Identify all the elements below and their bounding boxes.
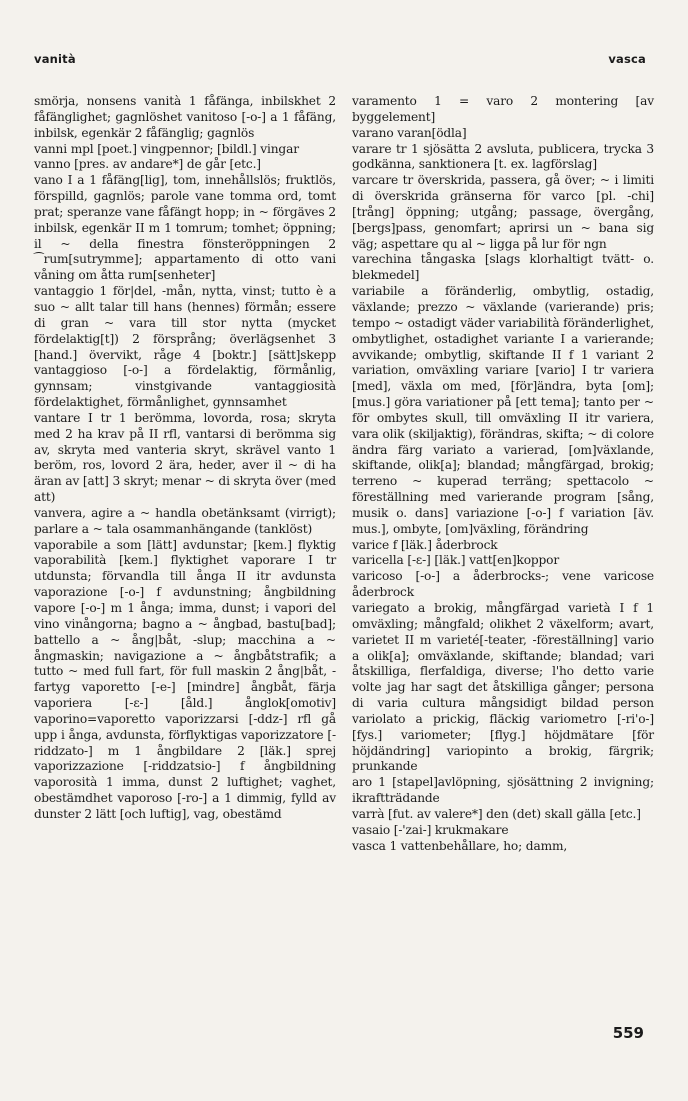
dictionary-entry: vantare I tr 1 berömma, lovorda, rosa; skryta med 2 ha krav på II rfl, vantarsi di berömma sig av, skryta med vanteria skryt, skrävel vanto 1 beröm, ros, lovord 2 ära, heder, aver il ~ di ha äran av [att] 3 skryt; menar ~ di skryta över (med att) (34, 410, 337, 505)
dictionary-entry: vanni mpl [poet.] vingpennor; [bildl.] vingar (34, 141, 299, 156)
dictionary-entry: vasca 1 vattenbehållare, ho; damm, (352, 838, 568, 853)
dictionary-entry: vano I a 1 fåfäng[lig], tom, innehållslös; fruktlös, förspilld, gagnlös; parole vane tomma ord, tomt prat; speranze vane fåfängt hopp; in ~ förgäves 2 inbilsk, egenkär II m 1 tomrum; tomhet; öppning; il ~ della finestra fönsteröppningen 2 ⁀rum[sutrymme]; appartamento di otto vani våning om åtta rum[senheter] (34, 173, 336, 283)
dictionary-entry: varamento 1 = varo 2 montering [av byggelement] (352, 94, 654, 124)
dictionary-entry: vanvera, agire a ~ handla obetänksamt (virrigt); parlare a ~ tala osammanhängande (tanklöst) (34, 505, 336, 536)
dictionary-entry: vanno [pres. av andare*] de går [etc.] (34, 157, 261, 172)
dictionary-entry: varano varan[ödla] (352, 125, 467, 140)
dictionary-entry: variabile a föränderlig, ombytlig, ostadig, växlande; prezzo ~ växlande (varierande) pris; tempo ~ ostadigt väder variabilità föränderlighet, ombytlighet, ostadighet variante I a varierande; avvikande; ombytlig, skiftande II f 1 variant 2 variation, omväxling variare [vario] I tr variera [med], växla om med, [för]ändra, byta [om]; [mus.] göra variationer på [ett tema]; tanto per ~ för ombytes skull, till omväxling II itr variera, vara olik (skiljaktig), förändras, skifta; ~ di colore ändra färg variato a varierad, [om]växlande, skiftande, olik[a]; blandad; mångfärgad, brokig; terreno ~ kuperad terräng; spettacolo ~ föreställning med varierande program [sång, musik o. dans] variazione [-o-] f variation [äv. mus.], ombyte, [om]växling, förändring (352, 284, 654, 536)
right-column (352, 94, 654, 855)
dictionary-entry: vantaggio 1 för|del, -mån, nytta, vinst; tutto è a suo ~ allt talar till hans (hennes) förmån; essere di gran ~ vara till stor nytta (mycket fördelaktig[t]) 2 försprång; överlägsenhet 3 [hand.] övervikt, råge 4 [boktr.] [sätt]skepp vantaggioso [-o-] a fördelaktig, förmånlig, gynnsam; vinstgivande vantaggiosità fördelaktighet, förmånlighet, gynnsamhet (34, 284, 336, 410)
dictionary-entry: varice f [läk.] åderbrock (352, 537, 498, 552)
left-column (34, 94, 336, 823)
dictionary-entry: variegato a brokig, mångfärgad varietà I f 1 omväxling; mångfald; olikhet 2 växelform; avart, varietet II m varieté[-teater, -föreställning] vario a olik[a]; omväxlande, skiftande; blandad; vari åtskilliga, flerfaldiga, diverse; l'ho detto varie volte jag har sagt det åtskilliga gånger; persona di varia cultura mångsidigt bildad person variolato a prickig, fläckig variometro [-ri'o-] [fys.] variometer; [flyg.] höjdmätare [för höjdändring] variopinto a brokig, färgrik; prunkande (352, 601, 654, 774)
dictionary-entry: varcare tr överskrida, passera, gå över; ~ i limiti di överskrida gränserna för varco [pl. -chi] [trång] öppning; utgång; passage, övergång, [bergs]pass, genomfart; aprirsi un ~ bana sig väg; aspettare qu al ~ ligga på lur för ngn (352, 173, 654, 251)
dictionary-entry: varare tr 1 sjösätta 2 avsluta, publicera, trycka 3 godkänna, sanktionera [t. ex. lagförslag] (352, 141, 654, 172)
right-guide-word: vasca (608, 52, 646, 66)
dictionary-entry: vaporabile a som [lätt] avdunstar; [kem.] flyktig vaporabilità [kem.] flyktighet vaporare I tr utdunsta; förvandla till ånga II itr avdunsta vaporazione [-o-] f avdunstning; ångbildning vapore [-o-] m 1 ånga; imma, dunst; i vapori del vino vinångorna; bagno a ~ ångbad, bastu[bad]; battello a ~ ång|båt, -slup; macchina a ~ ångmaskin; navigazione a ~ ångbåtstrafik; a tutto ~ med full fart, för full maskin 2 ång|båt, -fartyg vaporetto [-e-] [mindre] ångbåt, färja vaporiera [-ε-] [åld.] ånglok[omotiv] vaporino=vaporetto vaporizzarsi [-ddz-] rfl gå upp i ånga, avdunsta, förflyktigas vaporizzatore [-riddzato-] m 1 ångbildare 2 [läk.] sprej vaporizzazione [-riddzatsio-] f ångbildning vaporosità 1 imma, dunst 2 luftighet; vaghet, obestämdhet vaporoso [-ro-] a 1 dimmig, fylld av dunster 2 lätt [och luftig], vag, obestämd (34, 537, 336, 821)
dictionary-entry: varrà [fut. av valere*] den (det) skall gälla [etc.] (352, 806, 641, 821)
dictionary-entry: varechina tångaska [slags klorhaltigt tvätt- o. blekmedel] (352, 252, 654, 283)
dictionary-entry: vasaio [-'zai-] krukmakare (352, 822, 509, 837)
dictionary-entry: varicella [-ε-] [läk.] vatt[en]koppor (352, 553, 560, 568)
left-guide-word: vanità (34, 52, 76, 66)
page-number: 559 (612, 1024, 644, 1042)
dictionary-entry: varicoso [-o-] a åderbrocks-; vene varicose åderbrock (352, 569, 654, 600)
dictionary-entry: smörja, nonsens vanità 1 fåfänga, inbilskhet 2 fåfänglighet; gagnlöshet vanitoso [-o-] a 1 fåfäng, inbilsk, egenkär 2 fåfänglig; gagnlös (34, 94, 336, 140)
dictionary-entry: aro 1 [stapel]avlöpning, sjösättning 2 invigning; ikraftträdande (352, 775, 654, 806)
